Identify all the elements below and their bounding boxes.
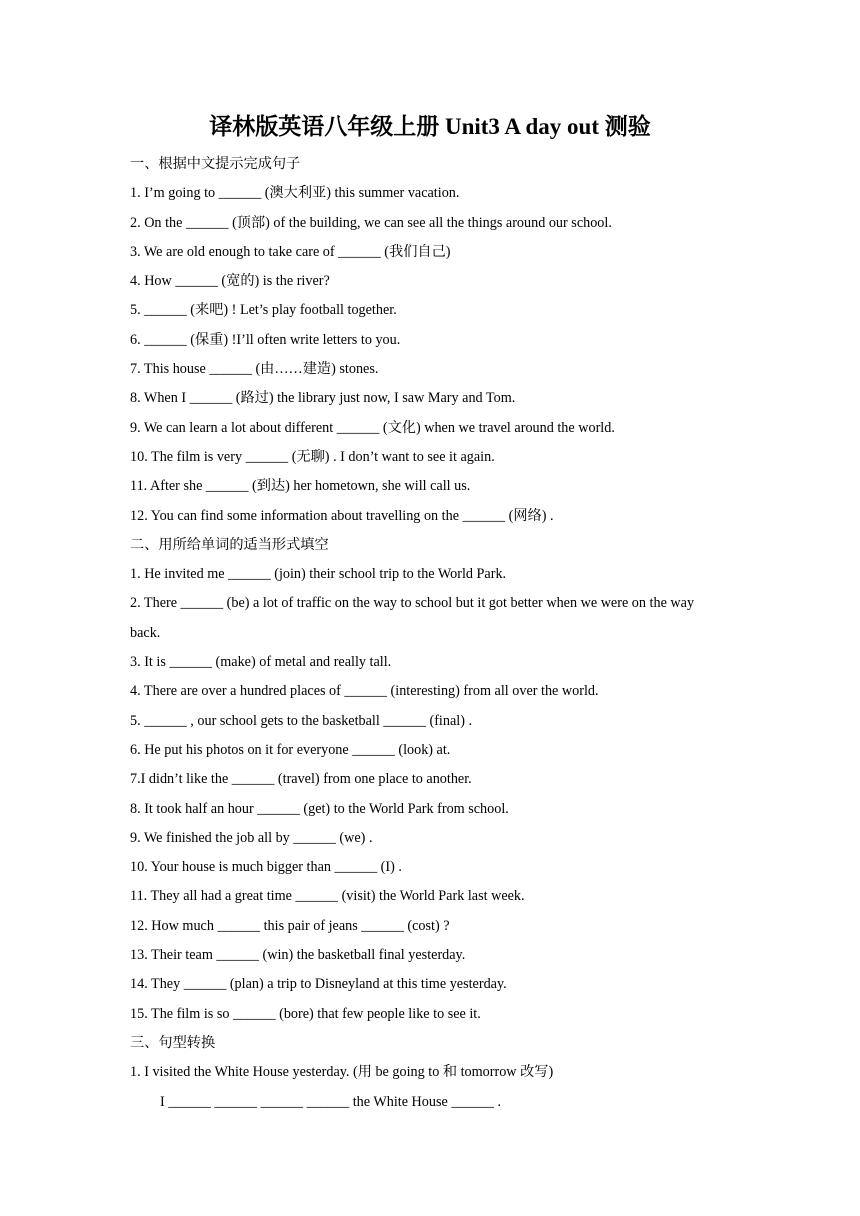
question-item: 14. They ______ (plan) a trip to Disneyland at this time yesterday.	[130, 976, 507, 993]
page-title: 译林版英语八年级上册 Unit3 A day out 测验	[209, 114, 651, 139]
question-item: 3. It is ______ (make) of metal and really tall.	[130, 654, 392, 671]
question-item: 6. ______ (保重) !I’ll often write letters to you.	[130, 331, 401, 348]
question-item: 12. You can find some information about travelling on the ______ (网络) .	[130, 507, 554, 524]
question-item: 11. After she ______ (到达) her hometown, she will call us.	[130, 478, 471, 495]
question-item: 1. I’m going to ______ (澳大利亚) this summer vacation.	[130, 185, 460, 202]
section-heading: 一、根据中文提示完成句子	[130, 156, 301, 172]
section-heading: 三、句型转换	[130, 1034, 216, 1051]
question-item: 9. We finished the job all by ______ (we) .	[130, 829, 373, 846]
question-item: 4. There are over a hundred places of ______ (interesting) from all over the world.	[130, 683, 599, 700]
question-item: 12. How much ______ this pair of jeans ______ (cost) ?	[130, 917, 450, 934]
question-item: 4. How ______ (宽的) is the river?	[130, 273, 330, 290]
question-item: 15. The film is so ______ (bore) that few people like to see it.	[130, 1005, 481, 1022]
question-item: 8. It took half an hour ______ (get) to the World Park from school.	[130, 800, 509, 817]
question-item: 2. There ______ (be) a lot of traffic on the way to school but it got better when we were on the way back.	[130, 595, 695, 641]
question-item: 7.I didn’t like the ______ (travel) from one place to another.	[130, 771, 472, 788]
question-item: 10. The film is very ______ (无聊) . I don’t want to see it again.	[130, 448, 495, 465]
question-item: 5. ______ , our school gets to the basketball ______ (final) .	[130, 712, 473, 729]
question-item: 9. We can learn a lot about different ______ (文化) when we travel around the world.	[130, 419, 615, 436]
question-item: 11. They all had a great time ______ (visit) the World Park last week.	[130, 888, 525, 905]
section-heading: 二、用所给单词的适当形式填空	[130, 536, 329, 553]
question-item: 5. ______ (来吧) ! Let’s play football together.	[130, 302, 397, 319]
question-item: 10. Your house is much bigger than ______ (I) .	[130, 859, 402, 876]
question-item: 7. This house ______ (由……建造) stones.	[130, 361, 379, 378]
answer-line: I ______ ______ ______ ______ the White House ______ .	[160, 1093, 501, 1110]
question-item: 13. Their team ______ (win) the basketball final yesterday.	[130, 947, 466, 964]
question-item: 1. He invited me ______ (join) their school trip to the World Park.	[130, 566, 507, 583]
question-item: 3. We are old enough to take care of ______ (我们自己)	[130, 243, 451, 260]
question-item: 2. On the ______ (顶部) of the building, we can see all the things around our school.	[130, 214, 612, 231]
question-item: 1. I visited the White House yesterday. (用 be going to 和 tomorrow 改写)	[130, 1064, 554, 1081]
question-item: 8. When I ______ (路过) the library just now, I saw Mary and Tom.	[130, 390, 516, 407]
exercise-content	[130, 150, 730, 1117]
question-item: 6. He put his photos on it for everyone ______ (look) at.	[130, 741, 451, 758]
